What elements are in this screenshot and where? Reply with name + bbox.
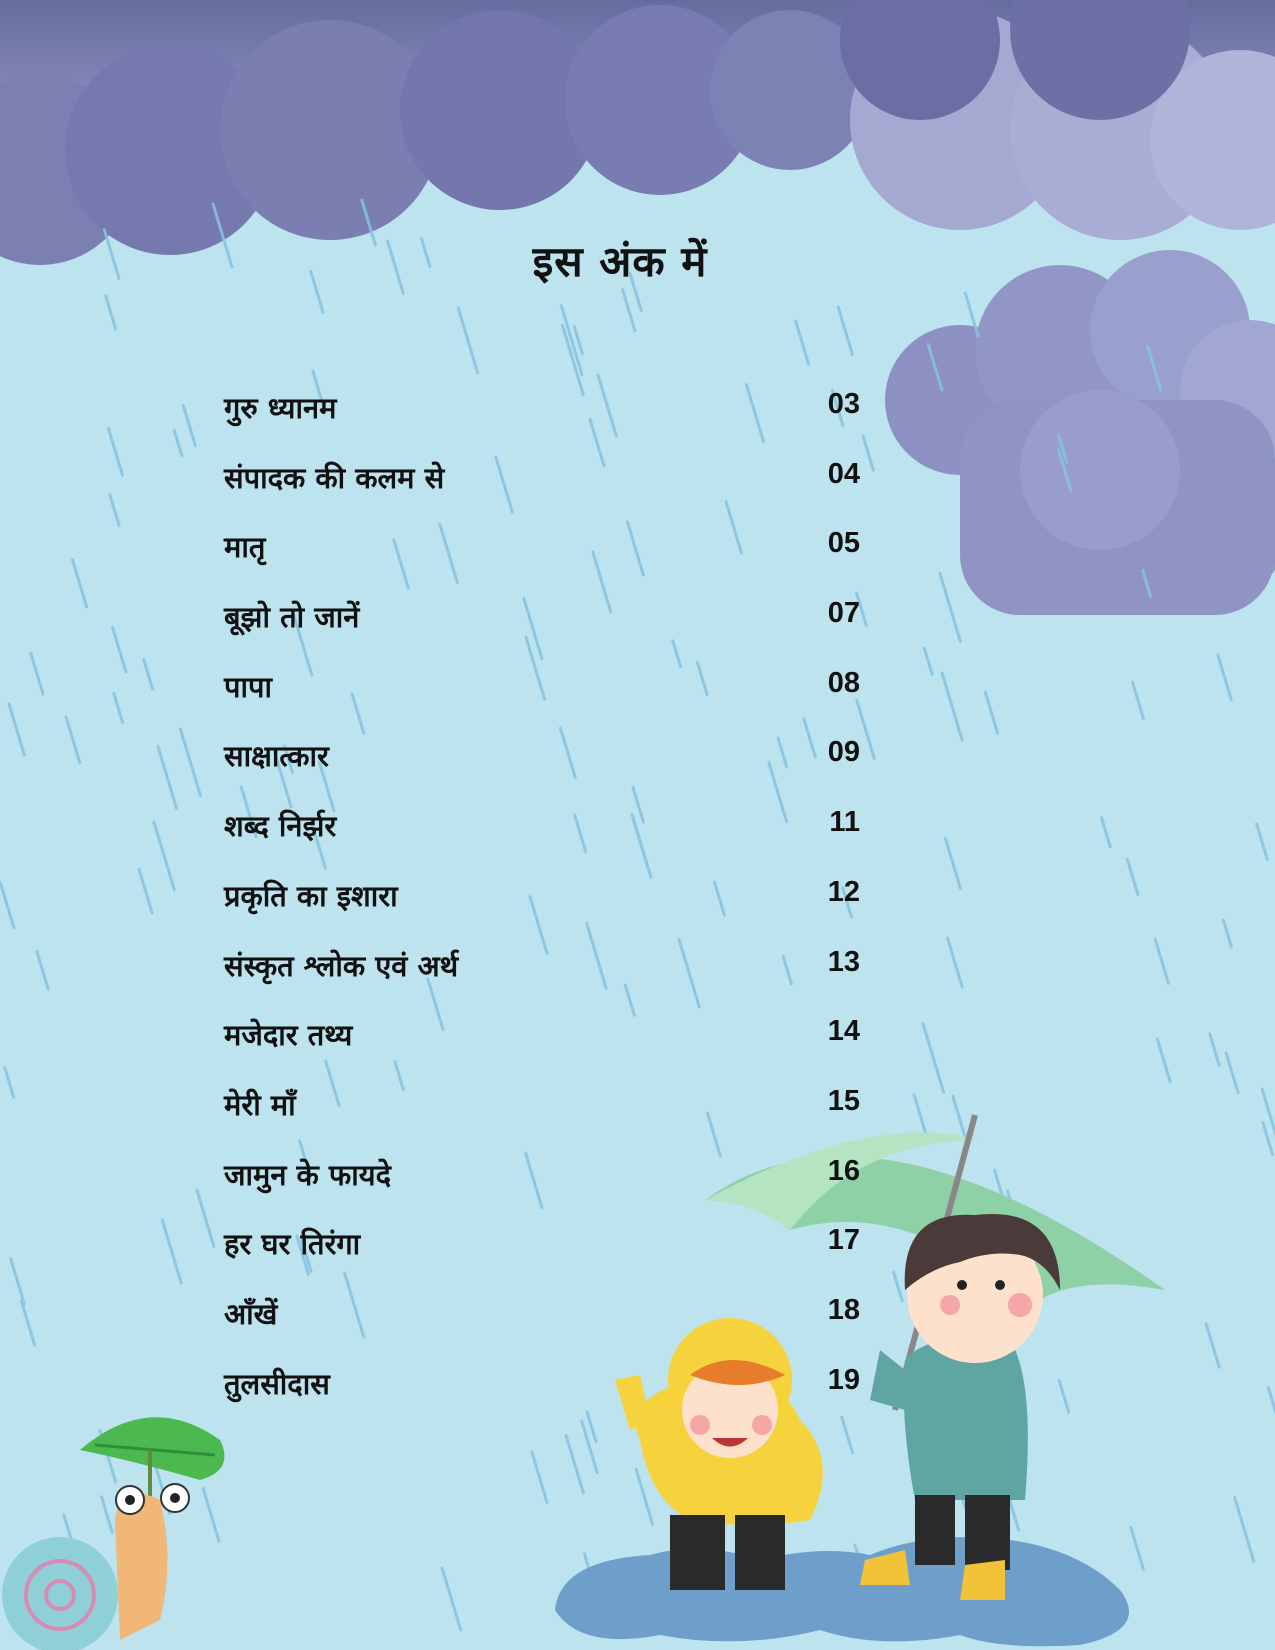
toc-entry[interactable] [224,1085,860,1155]
toc-entry-page: 12 [827,875,860,908]
toc-entry-title: बूझो तो जानें [224,600,360,635]
toc-entry-title: गुरु ध्यानम [224,391,337,425]
toc-entry-page: 03 [827,388,860,420]
snail-icon [2,1417,225,1650]
toc-entry[interactable] [224,876,860,946]
side-cloud-icon [885,250,1275,615]
toc-entry-title: साक्षात्कार [224,739,329,774]
toc-entry[interactable] [224,1224,860,1294]
toc-entry-page: 07 [827,597,860,630]
toc-entry-title: प्रकृति का इशारा [224,878,398,913]
table-of-contents [224,388,860,1433]
page-title: इस अंक में [532,237,708,286]
toc-entry[interactable] [224,597,860,667]
toc-entry[interactable] [224,388,860,458]
puddle-icon [555,1537,1129,1646]
toc-entry-title: संस्कृत श्लोक एवं अर्थ [224,948,459,983]
toc-entry[interactable] [224,1364,860,1434]
toc-entry-page: 09 [827,736,860,769]
toc-entry[interactable] [224,1015,860,1085]
toc-entry-title: तुलसीदास [224,1366,330,1401]
toc-entry-page: 11 [829,806,860,839]
toc-entry-page: 15 [827,1084,860,1117]
toc-entry-page: 16 [827,1154,860,1187]
toc-entry[interactable] [224,806,860,876]
toc-entry-page: 18 [827,1293,860,1326]
toc-entry-title: शब्द निर्झर [224,809,337,844]
toc-entry-page: 19 [827,1363,860,1396]
toc-entry-page: 08 [827,666,860,699]
toc-entry[interactable] [224,527,860,597]
toc-entry[interactable] [224,667,860,737]
toc-entry[interactable] [224,458,860,528]
toc-entry[interactable] [224,1294,860,1364]
toc-entry-title: संपादक की कलम से [224,460,445,495]
toc-entry-title: जामुन के फायदे [224,1157,392,1192]
toc-entry-title: मेरी माँ [224,1087,296,1122]
top-clouds-icon [0,0,1275,265]
toc-entry-page: 04 [827,457,860,490]
toc-entry-title: हर घर तिरंगा [224,1227,361,1262]
toc-entry[interactable] [224,946,860,1016]
toc-entry-title: पापा [224,669,272,704]
toc-entry-page: 13 [827,945,860,978]
toc-entry-title: मजेदार तथ्य [224,1018,353,1053]
toc-entry[interactable] [224,736,860,806]
toc-entry-title: आँखें [224,1296,278,1331]
toc-entry[interactable] [224,1155,860,1225]
toc-entry-page: 14 [827,1015,860,1048]
toc-entry-page: 17 [827,1224,860,1257]
toc-entry-title: मातृ [224,530,266,565]
toc-entry-page: 05 [827,527,860,560]
